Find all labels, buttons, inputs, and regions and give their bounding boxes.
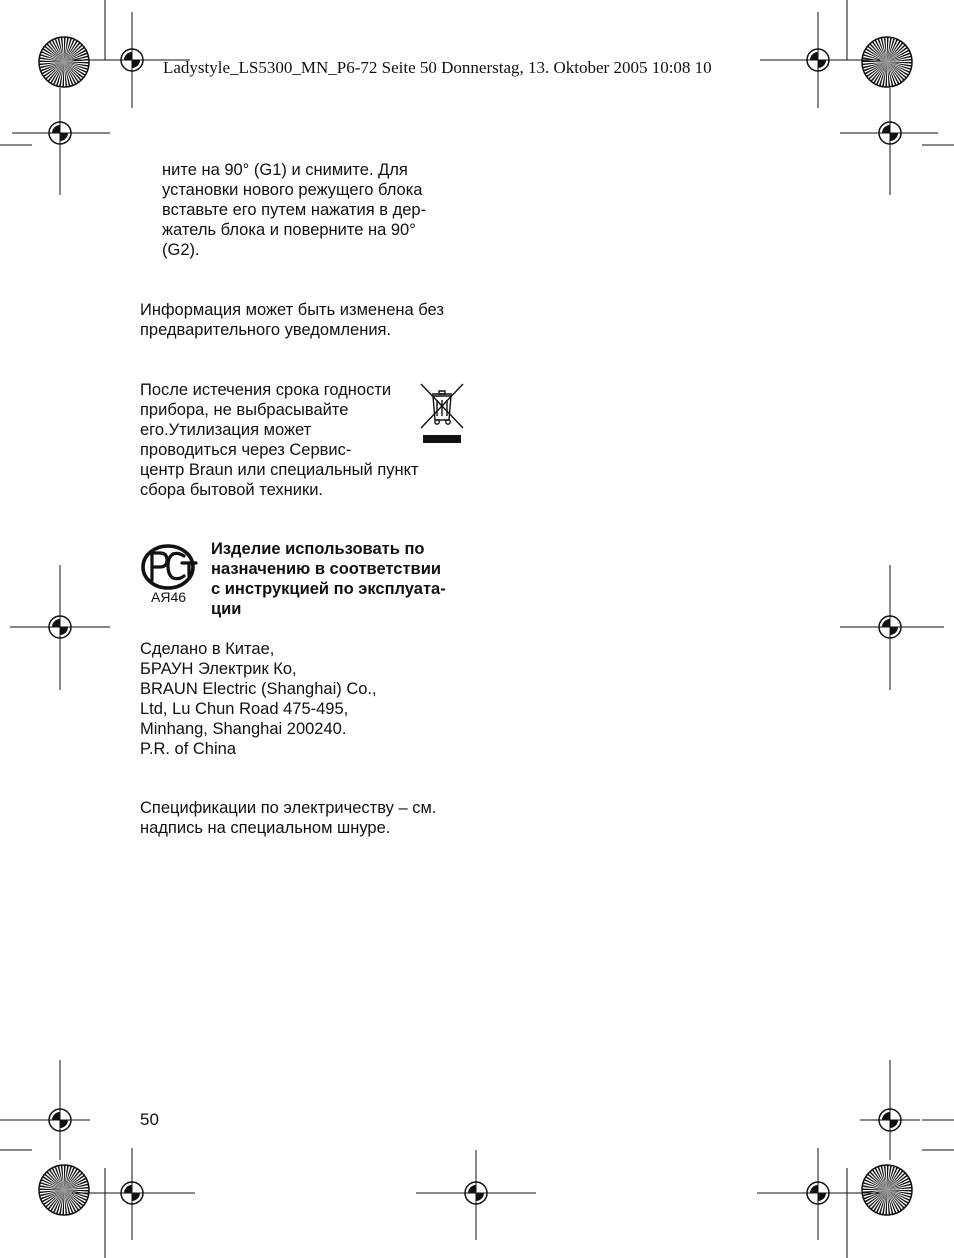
text-line: установки нового режущего блока xyxy=(162,181,423,199)
text-line: Изделие использовать по xyxy=(211,540,425,558)
color-calibration-starburst-icon xyxy=(862,1165,912,1215)
text-line: надпись на специальном шнуре. xyxy=(140,819,391,837)
color-calibration-starburst-icon xyxy=(39,1165,89,1215)
certification-code: АЯ46 xyxy=(151,589,187,605)
text-line: с инструкцией по эксплуата- xyxy=(211,580,446,598)
change-notice xyxy=(140,300,444,340)
text-line: (G2). xyxy=(162,241,200,259)
text-line: BRAUN Electric (Shanghai) Co., xyxy=(140,680,377,698)
text-line: ните на 90° (G1) и снимите. Для xyxy=(162,161,408,179)
electrical-spec-note xyxy=(140,798,436,838)
text-line: После истечения срока годности xyxy=(140,381,392,399)
print-slug-header: Ladystyle_LS5300_MN_P6-72 Seite 50 Donnerstag, 13. Oktober 2005 10:08 10 xyxy=(163,58,712,77)
text-line: Ltd, Lu Chun Road 475-495, xyxy=(140,700,349,718)
text-line: Minhang, Shanghai 200240. xyxy=(140,720,347,738)
blade-instructions xyxy=(162,160,426,260)
crossed-out-wheelie-bin-icon xyxy=(418,382,466,446)
text-line: прибора, не выбрасывайте xyxy=(140,401,349,419)
text-line: проводиться через Сервис- xyxy=(140,441,352,459)
certification-notice xyxy=(211,539,446,619)
disposal-notice xyxy=(140,380,419,500)
color-calibration-starburst-icon xyxy=(862,37,912,87)
text-line: вставьте его путем нажатия в дер- xyxy=(162,201,427,219)
text-line: Спецификации по электричеству – см. xyxy=(140,799,437,817)
text-line: его.Утилизация может xyxy=(140,421,312,439)
text-line: Информация может быть изменена без xyxy=(140,301,444,319)
text-line: ции xyxy=(211,600,242,618)
text-line: сбора бытовой техники. xyxy=(140,481,324,499)
text-line: назначению в соответствии xyxy=(211,560,441,578)
text-line: жатель блока и поверните на 90° xyxy=(162,221,416,239)
rst-certification-mark-icon xyxy=(138,540,202,610)
text-line: P.R. of China xyxy=(140,740,237,758)
text-line: БРАУН Электрик Ко, xyxy=(140,660,297,678)
manufacturer-address xyxy=(140,639,377,759)
page-number: 50 xyxy=(140,1110,159,1129)
color-calibration-starburst-icon xyxy=(39,37,89,87)
text-line: Сделано в Китае, xyxy=(140,640,275,658)
text-line: центр Braun или специальный пункт xyxy=(140,461,419,479)
text-line: предварительного уведомления. xyxy=(140,321,392,339)
